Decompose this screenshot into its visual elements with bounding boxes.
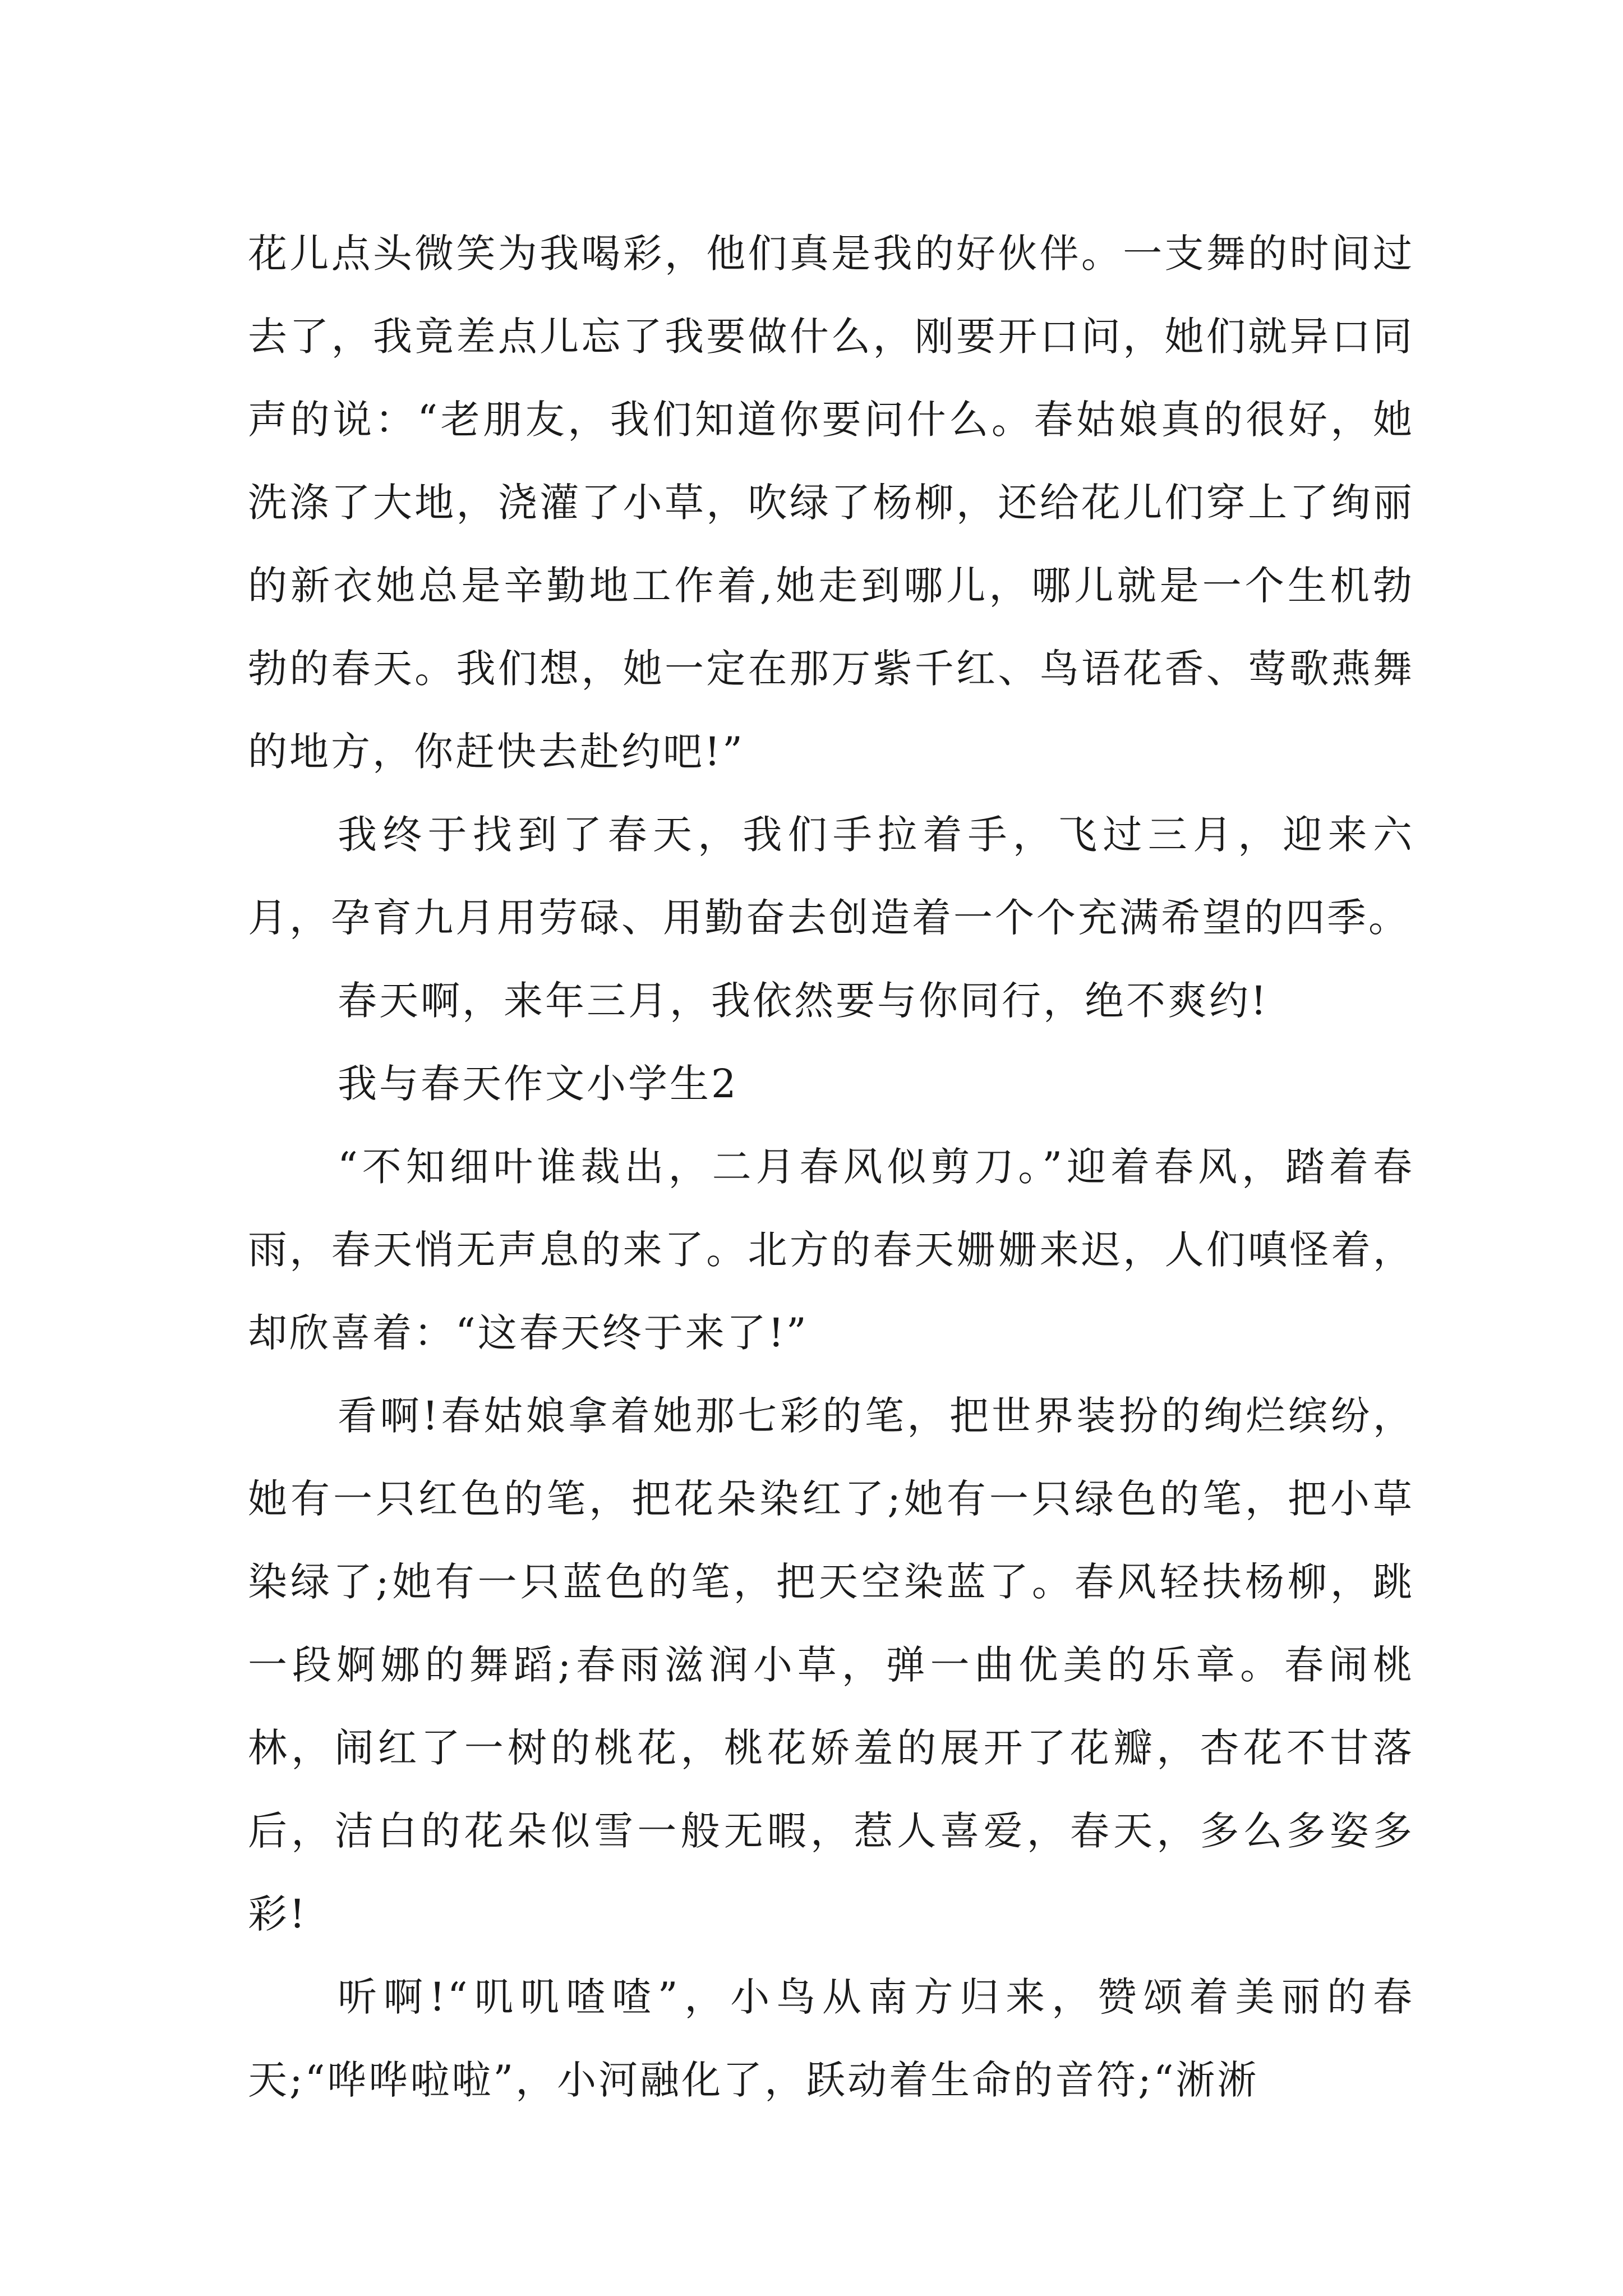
section-heading: 我与春天作文小学生2 [338, 1061, 739, 1107]
paragraph-4: “不知细叶谁裁出，二月春风似剪刀。”迎着春风，踏着春雨，春天悄无声息的来了。北方的春天姗姗来迟，人们嗔怪着，却欣喜着：“这春天终于来了!” [248, 1144, 1414, 1356]
paragraph-5: 看啊!春姑娘拿着她那七彩的笔，把世界装扮的绚烂缤纷，她有一只红色的笔，把花朵染红了;她有一只绿色的笔，把小草染绿了;她有一只蓝色的笔，把天空染蓝了。春风轻扶杨柳，跳一段婀娜的舞蹈;春雨滋润小草，弹一曲优美的乐章。春闹桃林，闹红了一树的桃花，桃花娇羞的展开了花瓣，杏花不甘落后，洁白的花朵似雪一般无暇，惹人喜爱，春天，多么多姿多彩! [248, 1393, 1414, 1937]
paragraph-3: 春天啊，来年三月，我依然要与你同行，绝不爽约! [338, 978, 1269, 1024]
paragraph-1: 花儿点头微笑为我喝彩，他们真是我的好伙伴。一支舞的时间过去了，我竟差点儿忘了我要做什么，刚要开口问，她们就异口同声的说：“老朋友，我们知道你要问什么。春姑娘真的很好，她洗涤了大地，浇灌了小草，吹绿了杨柳，还给花儿们穿上了绚丽的新衣她总是辛勤地工作着,她走到哪儿，哪儿就是一个生机勃勃的春天。我们想，她一定在那万紫千红、鸟语花香、莺歌燕舞的地方，你赶快去赴约吧!” [248, 231, 1414, 775]
paragraph-2: 我终于找到了春天，我们手拉着手，飞过三月，迎来六月，孕育九月用劳碌、用勤奋去创造着一个个充满希望的四季。 [248, 812, 1414, 941]
essay-body [248, 212, 1414, 2122]
paragraph-6: 听啊!“叽叽喳喳”，小鸟从南方归来，赞颂着美丽的春天;“哗哗啦啦”，小河融化了，跃动着生命的音符;“淅淅 [248, 1974, 1414, 2103]
